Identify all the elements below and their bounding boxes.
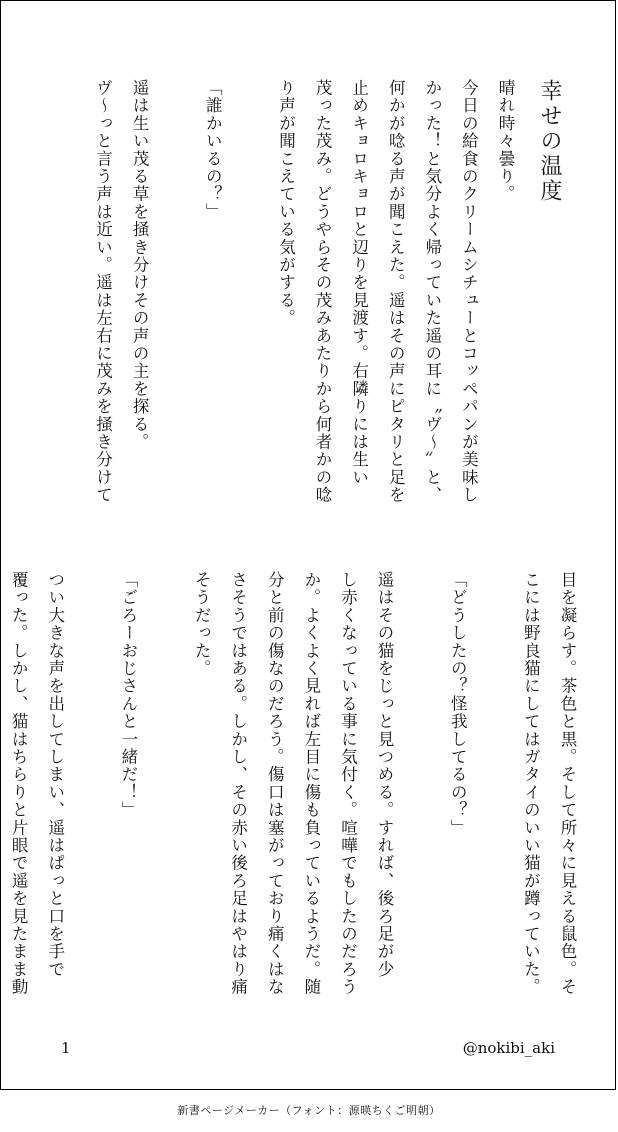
text-line: ヴ〜っと言う声は近い。遥は左右に茂みを掻き分けて bbox=[93, 79, 113, 504]
text-line: 茂った茂み。どうやらその茂みあたりから何者かの唸 bbox=[313, 79, 333, 504]
author-handle: @nokibi_aki bbox=[462, 1039, 555, 1057]
text-line: 今日の給食のクリームシチューとコッペパンが美味し bbox=[459, 79, 479, 504]
text-line: 「ごろーおじさんと一緒だ！」 bbox=[118, 571, 138, 819]
text-line: さそうではある。しかし、その赤い後ろ足はやはり痛 bbox=[228, 571, 248, 996]
text-line bbox=[157, 79, 194, 519]
text-line: 「どうしたの？怪我してるの？」 bbox=[448, 571, 468, 837]
text-line bbox=[475, 571, 512, 1011]
text-line: つい大きな声を出してしまい、遥はぱっと口を手で bbox=[45, 571, 65, 979]
text-line: そうだった。 bbox=[192, 571, 212, 678]
text-line bbox=[402, 571, 439, 1011]
text-line: 晴れ時々曇り。 bbox=[496, 79, 515, 203]
text-line: 止めキョロキョロと辺りを見渡す。右隣りには生い bbox=[349, 79, 369, 487]
text-line: し赤くなっている事に気付く。喧嘩でもしたのだろう bbox=[338, 571, 358, 996]
text-line: 遥はその猫をじっと見つめる。すれば、後ろ足が少 bbox=[375, 571, 395, 979]
text-line: 分と前の傷なのだろう。傷口は塞がっており痛くはな bbox=[265, 571, 285, 996]
text-line: り声が聞こえている気がする。 bbox=[276, 79, 296, 327]
text-block-top bbox=[84, 79, 523, 519]
text-line: こには野良猫にしてはガタイのいい猫が蹲っていた。 bbox=[521, 571, 541, 996]
text-line bbox=[230, 79, 267, 519]
story-title: 幸せの温度 bbox=[537, 79, 562, 204]
text-line: 遥は生い茂る草を掻き分けその声の主を探る。 bbox=[130, 79, 150, 451]
text-line: 何かが唸る声が聞こえた。遥はその声にピタリと足を bbox=[386, 79, 406, 504]
text-line: 覆った。しかし、猫はちらりと片眼で遥を見たまま動 bbox=[9, 571, 29, 996]
generator-footer: 新書ページメーカー（フォント：源暎ちくご明朝） bbox=[177, 1104, 441, 1117]
text-block-bottom bbox=[0, 571, 585, 1011]
text-line: か。よくよく見れば左目に傷も負っているようだ。随 bbox=[301, 571, 321, 996]
text-line: 目を凝らす。茶色と黒。そして所々に見える鼠色。そ bbox=[558, 571, 577, 996]
text-line: 「誰かいるの？」 bbox=[203, 79, 223, 221]
text-line: かった！と気分よく帰っていた遥の耳に〝ヴ〜〟と、 bbox=[422, 79, 442, 504]
text-line bbox=[146, 571, 183, 1011]
text-line bbox=[73, 571, 110, 1011]
page-number: 1 bbox=[61, 1039, 71, 1057]
